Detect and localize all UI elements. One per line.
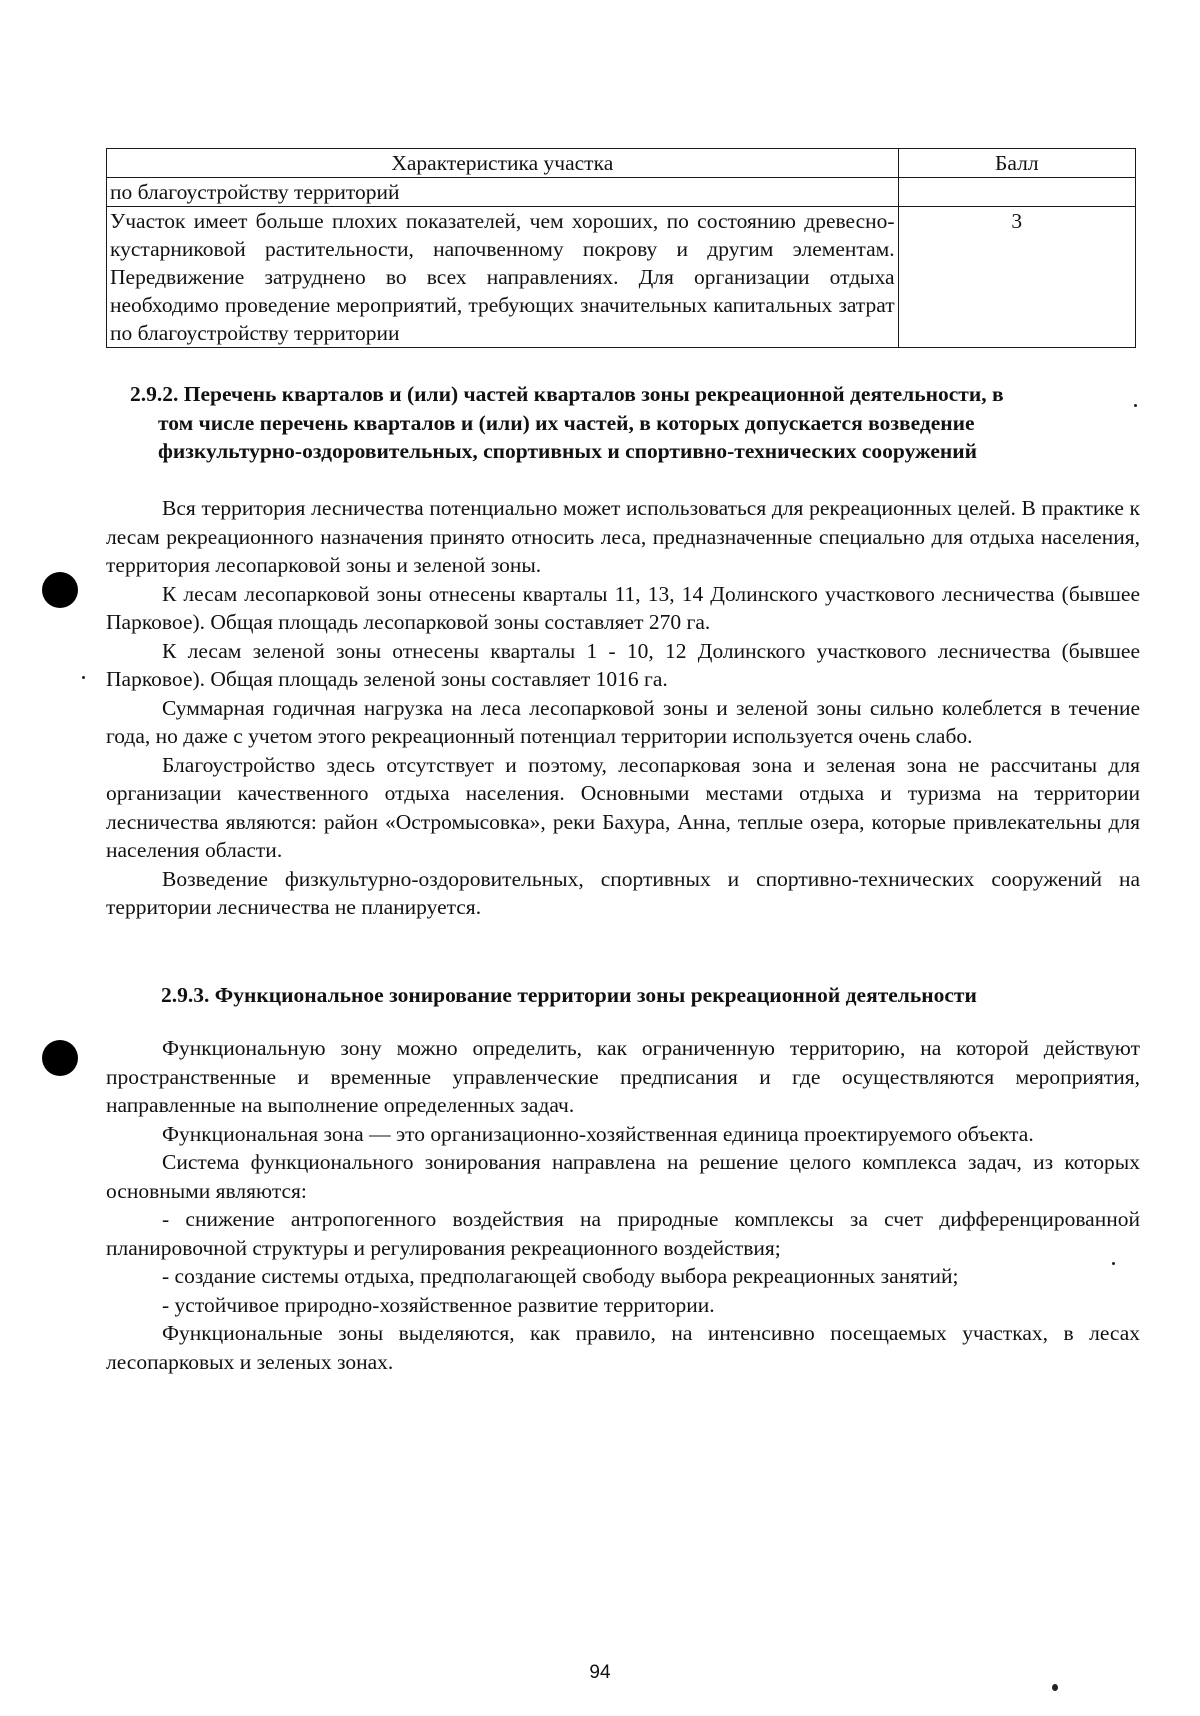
header-characteristic: Характеристика участка [107, 149, 899, 178]
section-292-heading-line: 2.9.2. Перечень кварталов и (или) частей кварталов зоны рекреационной деятельности, в [130, 382, 1004, 406]
table-cell-score [898, 178, 1135, 207]
section-292-body [106, 494, 1140, 922]
table-row [107, 178, 1136, 207]
binder-hole-mark [42, 1040, 78, 1076]
page-number: 94 [589, 1662, 611, 1683]
table-cell-characteristic: Участок имеет больше плохих показателей, чем хороших, по состоянию древесно-кустарниковой растительности, напочвенному покрову и другим элементам. Передвижение затруднено во всех направлениях. Для организации отдыха необходимо проведение мероприятий, требующих значительных капитальных затрат по благоустройству территории [107, 207, 899, 348]
table-header-row [107, 149, 1136, 178]
paragraph: Функциональная зона — это организационно-хозяйственная единица проектируемого объекта. [162, 1121, 1034, 1146]
binder-hole-mark [42, 572, 78, 608]
section-292-heading-line: том числе перечень кварталов и (или) их частей, в которых допускается возведение [158, 410, 975, 435]
header-score: Балл [898, 149, 1135, 178]
scan-speck [1134, 404, 1137, 407]
scan-speck [82, 676, 85, 679]
section-293-body [106, 1034, 1140, 1376]
scan-speck [1112, 1262, 1115, 1265]
site-characteristics-table [106, 148, 1136, 348]
paragraph: Функциональные зоны выделяются, как правило, на интенсивно посещаемых участках, в лесах лесопарковых и зеленых зонах. [106, 1321, 1140, 1374]
table-cell-score: 3 [898, 207, 1135, 348]
paragraph: Система функционального зонирования направлена на решение целого комплекса задач, из которых основными являются: [106, 1150, 1140, 1203]
list-item: - устойчивое природно-хозяйственное развитие территории. [162, 1292, 715, 1317]
paragraph: Благоустройство здесь отсутствует и поэтому, лесопарковая зона и зеленая зона не рассчитаны для организации качественного отдыха населения. Основными местами отдыха и туризма на территории лесничества являются: район «Остромысовка», реки Бахура, Анна, теплые озера, которые привлекательны для населения области. [106, 752, 1140, 862]
table-cell-characteristic: по благоустройству территорий [107, 178, 899, 207]
paragraph: К лесам зеленой зоны отнесены кварталы 1 - 10, 12 Долинского участкового лесничества (бывшее Парковое). Общая площадь зеленой зоны составляет 1016 га. [106, 638, 1140, 691]
table-row [107, 207, 1136, 348]
section-293-heading: 2.9.3. Функциональное зонирование территории зоны рекреационной деятельности [161, 983, 977, 1007]
paragraph: Вся территория лесничества потенциально может использоваться для рекреационных целей. В практике к лесам рекреационного назначения принято относить леса, предназначенные специально для отдыха населения, территория лесопарковой зоны и зеленой зоны. [106, 496, 1140, 577]
section-292-heading [130, 380, 1120, 466]
paragraph: Возведение физкультурно-оздоровительных, спортивных и спортивно-технических сооружений на территории лесничества не планируется. [106, 866, 1140, 919]
paragraph: Функциональную зону можно определить, как ограниченную территорию, на которой действуют пространственные и временные управленческие предписания и где осуществляются мероприятия, направленные на выполнение определенных задач. [106, 1036, 1140, 1117]
list-item: - создание системы отдыха, предполагающей свободу выбора рекреационных занятий; [162, 1264, 959, 1288]
paragraph: Суммарная годичная нагрузка на леса лесопарковой зоны и зеленой зоны сильно колеблется в течение года, но даже с учетом этого рекреационный потенциал территории используется очень слабо. [106, 695, 1140, 748]
scan-speck [1052, 1684, 1058, 1691]
section-292-heading-line: физкультурно-оздоровительных, спортивных и спортивно-технических сооружений [158, 439, 978, 463]
paragraph: К лесам лесопарковой зоны отнесены кварталы 11, 13, 14 Долинского участкового лесничества (бывшее Парковое). Общая площадь лесопарковой зоны составляет 270 га. [106, 581, 1140, 634]
list-item: - снижение антропогенного воздействия на природные комплексы за счет дифференцированной планировочной структуры и регулирования рекреационного воздействия; [106, 1207, 1140, 1260]
